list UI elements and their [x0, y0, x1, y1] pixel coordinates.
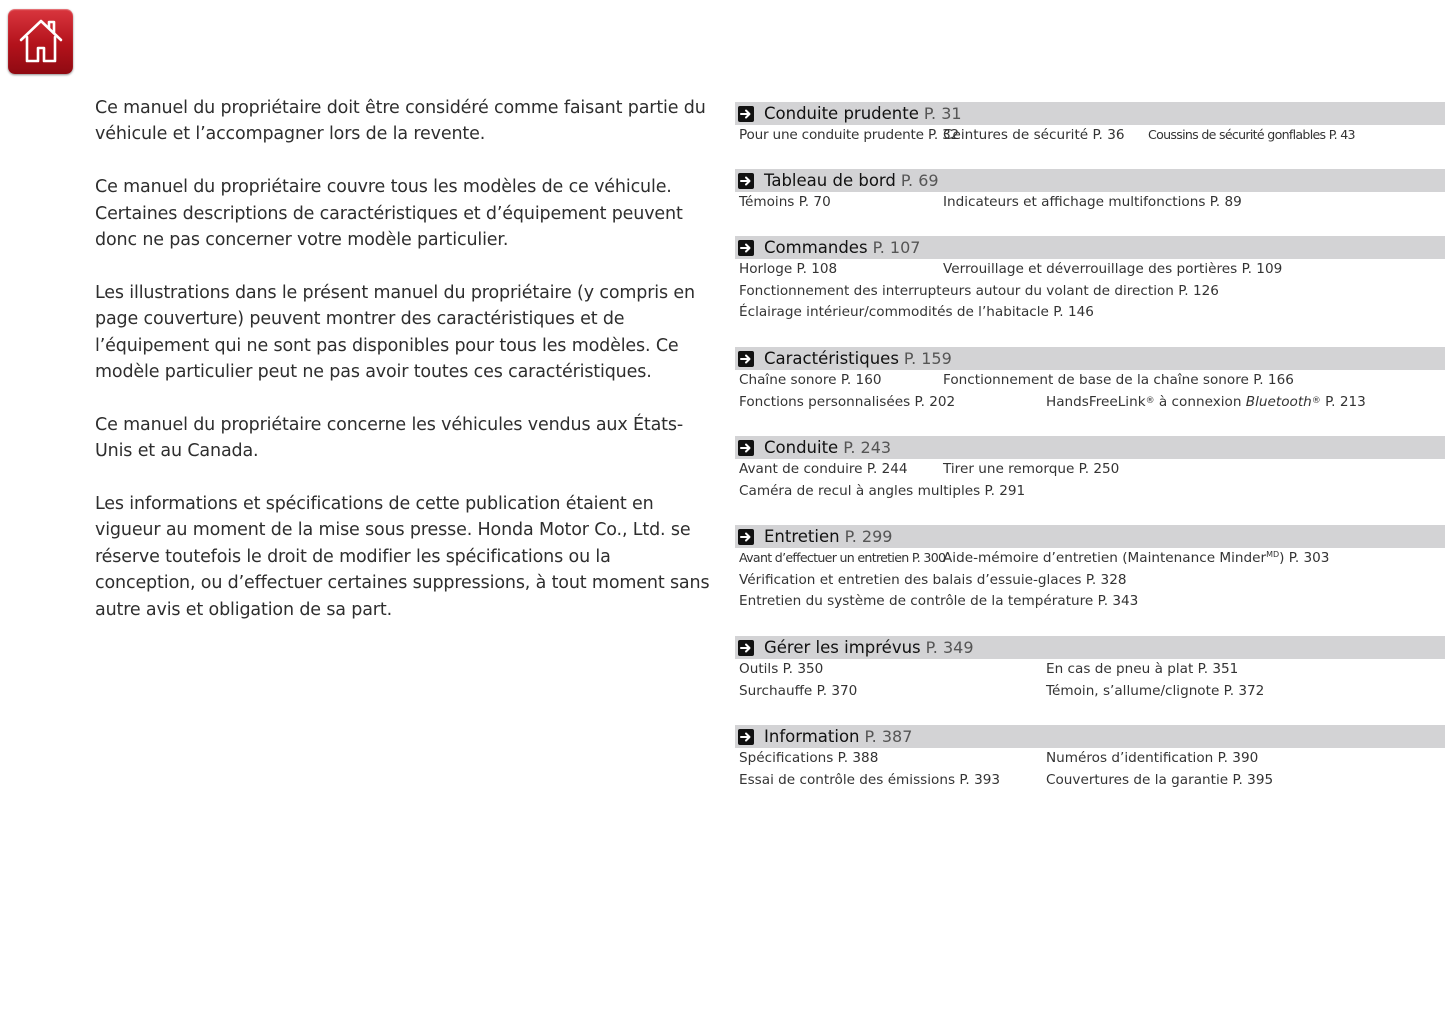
toc-section-conduite-prudente	[735, 102, 1445, 147]
toc-section-caracteristiques	[735, 347, 1445, 413]
toc-link[interactable]: Horloge P. 108	[739, 261, 838, 277]
toc-link[interactable]: Témoins P. 70	[739, 194, 831, 210]
registered-mark: ®	[1145, 395, 1155, 406]
toc-section-header[interactable]	[735, 169, 1445, 192]
link-text: à connexion	[1154, 393, 1246, 410]
toc-section-header[interactable]	[735, 236, 1445, 259]
intro-paragraph: Ce manuel du propriétaire couvre tous les modèles de ce véhicule. Certaines descriptions de caractéristiques et d’équipement peuvent donc ne pas concerner votre modèle particulier.	[95, 177, 683, 251]
toc-row	[735, 770, 1445, 792]
toc-link[interactable]: Témoin, s’allume/clignote P. 372	[1046, 682, 1265, 699]
toc-section-header[interactable]	[735, 725, 1445, 748]
toc-section-header[interactable]	[735, 347, 1445, 370]
toc-link[interactable]: Couvertures de la garantie P. 395	[1046, 771, 1274, 788]
toc-link[interactable]: Fonctions personnalisées P. 202	[739, 393, 956, 410]
link-text: ) P. 303	[1279, 550, 1330, 566]
toc-link[interactable]: Outils P. 350	[739, 661, 824, 677]
intro-paragraph: Ce manuel du propriétaire concerne les véhicules vendus aux États-Unis et au Canada.	[95, 414, 683, 462]
arrow-right-icon	[738, 440, 754, 456]
md-mark: MD	[1266, 550, 1280, 559]
section-page: P. 107	[872, 238, 921, 257]
toc-row	[735, 659, 1445, 681]
arrow-right-icon	[738, 640, 754, 656]
toc-link[interactable]: Éclairage intérieur/commodités de l’habitacle P. 146	[739, 304, 1094, 321]
toc-link[interactable]: En cas de pneu à plat P. 351	[1046, 661, 1239, 677]
toc-link[interactable]: Surchauffe P. 370	[739, 682, 858, 699]
section-title: Commandes	[764, 238, 868, 257]
arrow-right-icon	[738, 529, 754, 545]
toc-link[interactable]: Numéros d’identification P. 390	[1046, 750, 1259, 766]
arrow-right-icon	[738, 240, 754, 256]
toc-link[interactable]: Chaîne sonore P. 160	[739, 372, 882, 388]
toc-link[interactable]: Vérification et entretien des balais d’essuie-glaces P. 328	[739, 571, 1127, 588]
link-text: Aide-mémoire d’entretien (Maintenance Minder	[943, 550, 1267, 566]
toc-row	[735, 259, 1445, 281]
registered-mark: ®	[1311, 395, 1321, 406]
section-title: Entretien	[764, 527, 840, 546]
toc-section-gerer-les-imprevus	[735, 636, 1445, 702]
toc-link[interactable]: Entretien du système de contrôle de la température P. 343	[739, 593, 1139, 610]
arrow-right-icon	[738, 173, 754, 189]
toc-section-commandes	[735, 236, 1445, 324]
section-title: Tableau de bord	[764, 171, 896, 190]
section-title: Gérer les imprévus	[764, 638, 921, 657]
toc-section-information	[735, 725, 1445, 791]
link-text: HandsFreeLink	[1046, 393, 1146, 410]
intro-text	[95, 95, 715, 649]
toc-row	[735, 570, 1445, 592]
toc-link[interactable]: Avant d’effectuer un entretien P. 300	[739, 550, 946, 565]
toc-row	[735, 481, 1445, 503]
toc-link[interactable]: Fonctionnement de base de la chaîne sonore P. 166	[943, 372, 1294, 388]
toc-row	[735, 459, 1445, 481]
toc-link[interactable]: Pour une conduite prudente P. 32	[739, 127, 959, 143]
toc-section-conduite	[735, 436, 1445, 502]
home-button[interactable]	[8, 9, 73, 74]
toc-row	[735, 281, 1445, 303]
section-page: P. 349	[925, 638, 974, 657]
toc-link[interactable]: Essai de contrôle des émissions P. 393	[739, 771, 1001, 788]
toc-link[interactable]: Caméra de recul à angles multiples P. 291	[739, 482, 1026, 499]
toc-row	[735, 591, 1445, 613]
toc-section-header[interactable]	[735, 436, 1445, 459]
toc-link[interactable]: Avant de conduire P. 244	[739, 461, 908, 477]
section-page: P. 69	[900, 171, 939, 190]
toc-section-header[interactable]	[735, 102, 1445, 125]
toc-row	[735, 681, 1445, 703]
link-text-italic: Bluetooth	[1245, 393, 1312, 410]
toc-link[interactable]: Spécifications P. 388	[739, 750, 879, 766]
section-page: P. 31	[923, 104, 962, 123]
toc-link[interactable]: Verrouillage et déverrouillage des portières P. 109	[943, 261, 1283, 277]
toc-row	[735, 392, 1445, 414]
toc-link-maintenance-minder[interactable]	[943, 550, 1329, 566]
arrow-right-icon	[738, 729, 754, 745]
toc-link[interactable]: Tirer une remorque P. 250	[943, 461, 1120, 477]
toc-row	[735, 125, 1445, 147]
toc-row	[735, 748, 1445, 770]
toc-section-tableau-de-bord	[735, 169, 1445, 214]
section-page: P. 159	[903, 349, 952, 368]
toc-link[interactable]: Fonctionnement des interrupteurs autour du volant de direction P. 126	[739, 282, 1219, 299]
section-title: Information	[764, 727, 860, 746]
toc-link[interactable]: Coussins de sécurité gonflables P. 43	[1148, 127, 1355, 142]
section-title: Caractéristiques	[764, 349, 899, 368]
section-page: P. 387	[864, 727, 913, 746]
link-text: P. 213	[1320, 393, 1366, 410]
toc-section-entretien	[735, 525, 1445, 613]
intro-paragraph: Les illustrations dans le présent manuel du propriétaire (y compris en page couverture) peuvent montrer des caractéristiques et de l’équipement qui ne sont pas disponibles pour tous les modèles. Ce modèle particulier peut ne pas avoir toutes ces caractéristiques.	[95, 282, 695, 383]
toc-link-handsfreelink[interactable]	[1046, 394, 1366, 410]
toc-link[interactable]: Ceintures de sécurité P. 36	[943, 127, 1125, 143]
intro-paragraph: Les informations et spécifications de cette publication étaient en vigueur au moment de la mise sous presse. Honda Motor Co., Ltd. se réserve toutefois le droit de modifier les spécifications ou la conception, ou d’effectuer certaines suppressions, à tout moment sans autre avis et obligation de sa part.	[95, 494, 710, 620]
toc-row	[735, 302, 1445, 324]
toc-section-header[interactable]	[735, 525, 1445, 548]
intro-paragraph: Ce manuel du propriétaire doit être considéré comme faisant partie du véhicule et l’accompagner lors de la revente.	[95, 98, 706, 145]
section-page: P. 243	[843, 438, 892, 457]
section-title: Conduite	[764, 438, 839, 457]
toc-section-header[interactable]	[735, 636, 1445, 659]
toc-row	[735, 370, 1445, 392]
arrow-right-icon	[738, 351, 754, 367]
arrow-right-icon	[738, 106, 754, 122]
toc-link[interactable]: Indicateurs et affichage multifonctions P. 89	[943, 194, 1242, 210]
toc-row	[735, 548, 1445, 570]
section-page: P. 299	[844, 527, 893, 546]
section-title: Conduite prudente	[764, 104, 919, 123]
home-icon	[16, 16, 66, 66]
toc-row	[735, 192, 1445, 214]
